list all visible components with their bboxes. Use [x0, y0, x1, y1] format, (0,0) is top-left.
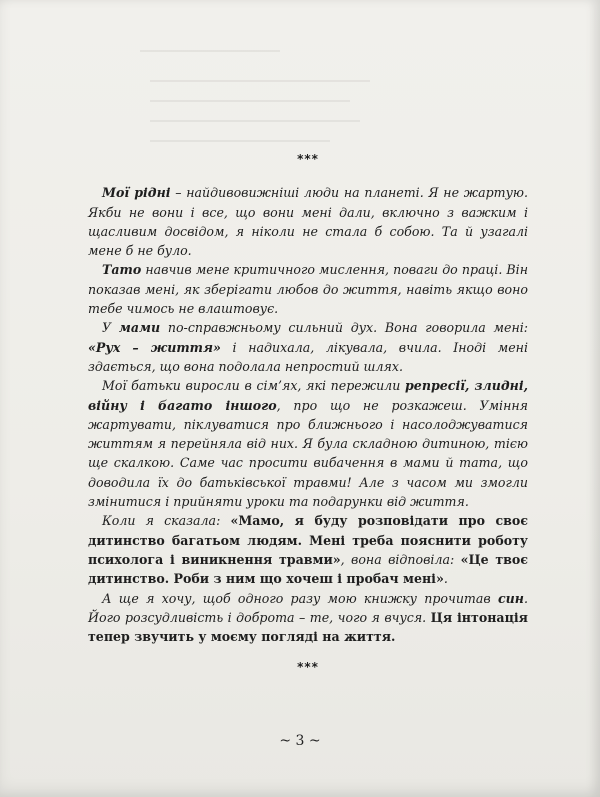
paragraph-childhood	[88, 511, 528, 588]
quote-mom-childhood: «Мамо, я буду розповідати про своє дитинство багатьом людям. Мені треба пояснити роботу психолога і виникнення травми»	[88, 513, 528, 567]
emphasis-repressions: репресії, злидні, війну і багато іншого	[88, 378, 528, 413]
paragraph-father	[88, 260, 528, 318]
quote-movement-life: «Рух – життя»	[88, 339, 221, 355]
paragraph-mother-text-1: У	[102, 320, 119, 336]
section-separator-bottom: ***	[297, 660, 319, 675]
paragraph-son	[88, 589, 528, 647]
paragraph-childhood-text-1: Коли я сказала:	[102, 513, 231, 529]
paragraph-father-text: навчив мене критичного мислення, поваги до праці. Він показав мені, як зберігати любов до життя, навіть якщо воно тебе чимось не влаштовує.	[88, 262, 528, 317]
emphasis-father: Тато	[102, 262, 142, 278]
paragraph-parents-text-1: Мої батьки виросли в сім’ях, які пережили	[102, 378, 405, 394]
paragraph-son-text-2: . Його розсудливість і доброта – те, чого я вчуся.	[88, 590, 528, 625]
bleed-through-text	[140, 40, 440, 160]
quote-your-childhood: «Це твоє дитинство. Роби з ним що хочеш і пробач мені»	[88, 551, 528, 587]
emphasis-mother: мами	[118, 320, 161, 336]
paragraph-mother-text-2: по-справжньому сильний дух. Вона говорила мені:	[160, 320, 529, 336]
emphasis-son: син	[497, 590, 524, 606]
page-number: ~ 3 ~	[279, 733, 321, 749]
page-content	[88, 150, 528, 692]
paragraph-mother	[88, 318, 528, 376]
section-separator-top: ***	[297, 152, 319, 166]
paragraph-parents-text-2: , про що не розкажеш. Уміння жартувати, піклуватися про ближнього і насолоджуватися життям я перейняла від них. Я була складною дитиною, тією ще скалкою. Саме час просити вибачення в мами й тата, що доводила їх до батьківської травми! Але з часом ми змогли змінитися і прийняти уроки та подарунки від життя.	[88, 397, 529, 510]
emphasis-relatives: Мої рідні	[102, 185, 171, 201]
paragraph-childhood-text-2: , вона відповіла:	[340, 551, 461, 567]
paragraph-relatives-text: – найдивовижніші люди на планеті. Я не жартую. Якби не вони і все, що вони мені дали, включно з важким і щасливим досвідом, я ніколи не стала б собою. Та й узагалі мене б не було.	[88, 185, 528, 259]
paragraph-parents	[88, 376, 528, 511]
paragraph-childhood-text-3: .	[443, 571, 448, 587]
emphasis-intonation: Ця інтонація тепер звучить у моєму погляді на життя.	[88, 609, 528, 645]
paragraph-son-text-1: А ще я хочу, щоб одного разу мою книжку прочитав	[102, 590, 498, 606]
paragraph-relatives	[88, 183, 528, 260]
paragraph-mother-text-3: і надихала, лікувала, вчила. Іноді мені здається, що вона подолала непростий шлях.	[88, 339, 528, 374]
